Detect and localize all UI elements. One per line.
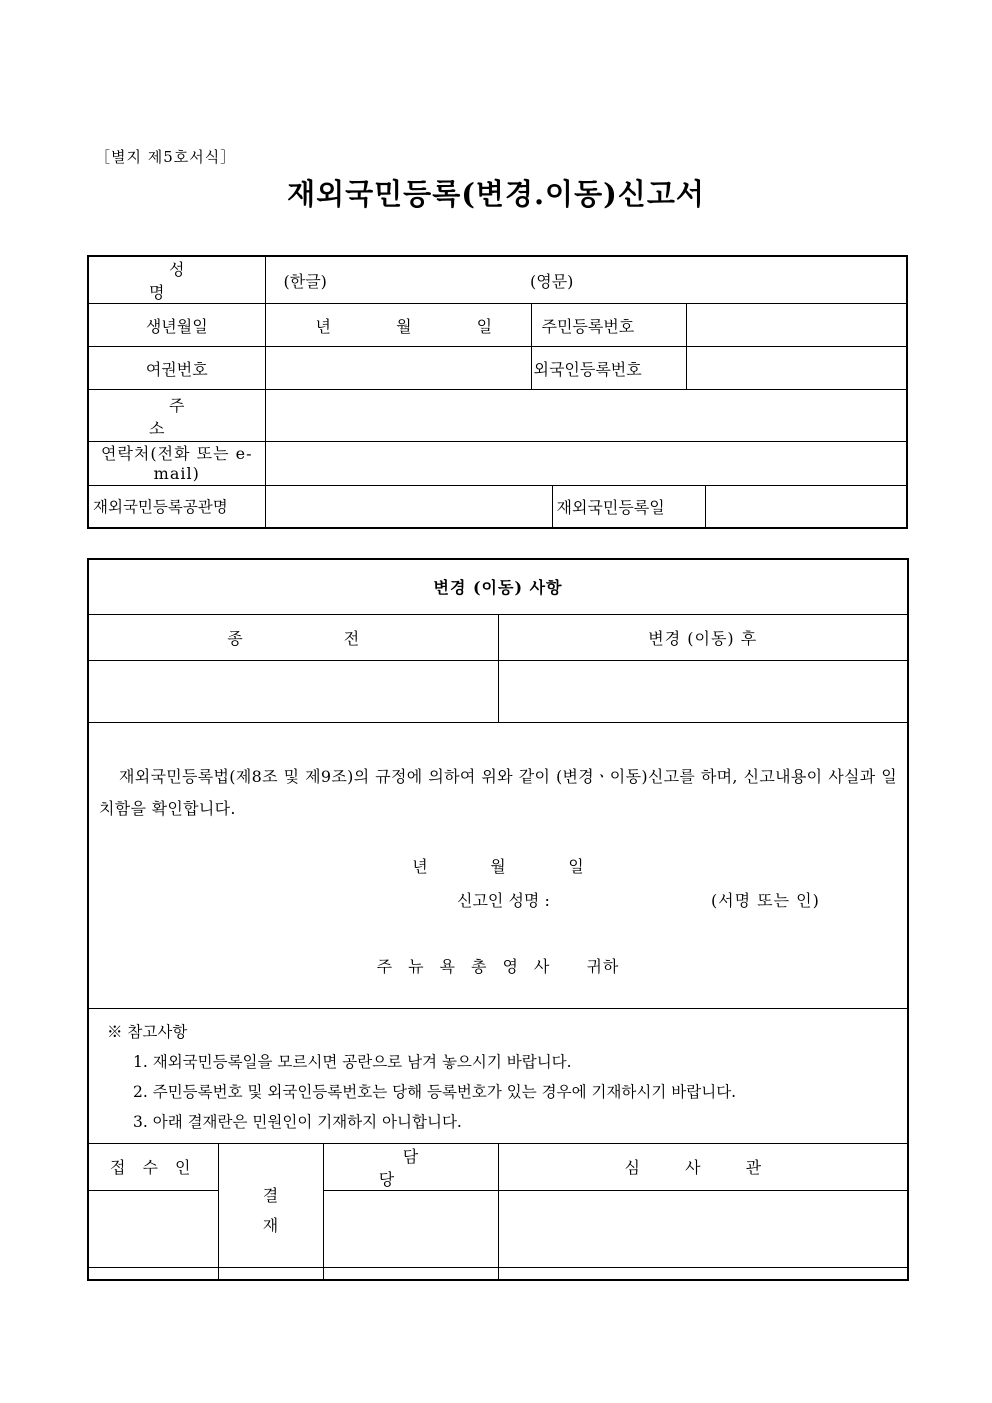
personal-info-table: [87, 255, 908, 529]
before-label-cell: [88, 614, 498, 660]
notes-cell: [88, 1008, 908, 1143]
reporter-label: 신고인 성명 :: [457, 890, 550, 910]
passport-label: 여권번호: [88, 347, 265, 390]
change-details-table: [87, 558, 909, 1281]
birth-label: 생년월일: [88, 304, 265, 347]
declaration-cell: [88, 722, 908, 1008]
resident-no-field[interactable]: [686, 304, 907, 347]
form-number-label: ［별지 제5호서식］: [95, 148, 237, 166]
birth-day-unit: 일: [476, 316, 493, 336]
after-field[interactable]: [498, 660, 908, 722]
reg-date-label: 재외국민등록일: [552, 486, 705, 528]
change-heading: 변경 (이동) 사항: [88, 559, 908, 614]
korean-name-label: (한글): [283, 271, 327, 291]
notes-header: ※ 참고사항: [107, 1022, 188, 1041]
reg-date-field[interactable]: [705, 486, 907, 528]
office-field[interactable]: [265, 486, 552, 528]
name-field[interactable]: [265, 256, 907, 304]
page-title: 재외국민등록(변경.이동)신고서: [287, 177, 705, 211]
contact-field[interactable]: [265, 442, 907, 486]
date-day-unit: 일: [568, 856, 584, 876]
contact-label: 연락처(전화 또는 e-mail): [88, 442, 265, 486]
alien-no-label: 외국인등록번호: [531, 347, 686, 390]
office-label: 재외국민등록공관명: [88, 486, 265, 528]
note-item: 1. 재외국민등록일을 모르시면 공란으로 남겨 놓으시기 바랍니다.: [133, 1052, 572, 1071]
examiner-label: 심 사 관: [498, 1143, 908, 1190]
address-label-cell: [88, 390, 265, 442]
resident-no-label: 주민등록번호: [531, 304, 686, 347]
note-item: 3. 아래 결재란은 민원인이 기재하지 아니합니다.: [133, 1112, 462, 1131]
addressee: 주뉴욕총영사: [376, 956, 566, 976]
after-label: 변경 (이동) 후: [498, 614, 908, 660]
declaration-date[interactable]: [99, 851, 897, 883]
birth-field[interactable]: [265, 304, 531, 347]
address-field[interactable]: [265, 390, 907, 442]
approval-label: [218, 1143, 323, 1280]
note-item: 2. 주민등록번호 및 외국인등록번호는 당해 등록번호가 있는 경우에 기재하시기 바랍니다.: [133, 1082, 737, 1101]
officer-label-cell: [323, 1143, 498, 1190]
officer-label: 담 당: [378, 1146, 467, 1189]
approval-label-1: 결: [262, 1186, 279, 1206]
passport-field[interactable]: [265, 347, 531, 390]
declaration-text: 재외국민등록법(제8조 및 제9조)의 규정에 의하여 위와 같이 (변경ㆍ이동)신고를 하며, 신고내용이 사실과 일치함을 확인합니다.: [99, 766, 898, 818]
bottom-rule: [87, 1267, 907, 1268]
date-year-unit: 년: [412, 856, 428, 876]
birth-year-unit: 년: [315, 316, 331, 336]
date-month-unit: 월: [490, 856, 506, 876]
addressee-line: [99, 951, 897, 983]
alien-no-field[interactable]: [686, 347, 907, 390]
name-label-cell: [88, 256, 265, 304]
reporter-signature-line[interactable]: [457, 885, 897, 917]
address-label: 주 소: [149, 395, 225, 438]
sign-note: (서명 또는 인): [710, 890, 820, 910]
approval-label-2: 재: [262, 1216, 279, 1236]
addressee-suffix: 귀하: [586, 956, 620, 976]
before-field[interactable]: [88, 660, 498, 722]
birth-month-unit: 월: [396, 316, 412, 336]
name-label: 성 명: [149, 260, 225, 302]
before-label: 종 전: [227, 628, 408, 648]
receiver-label: 접 수 인: [88, 1143, 218, 1190]
english-name-label: (영문): [530, 271, 574, 291]
